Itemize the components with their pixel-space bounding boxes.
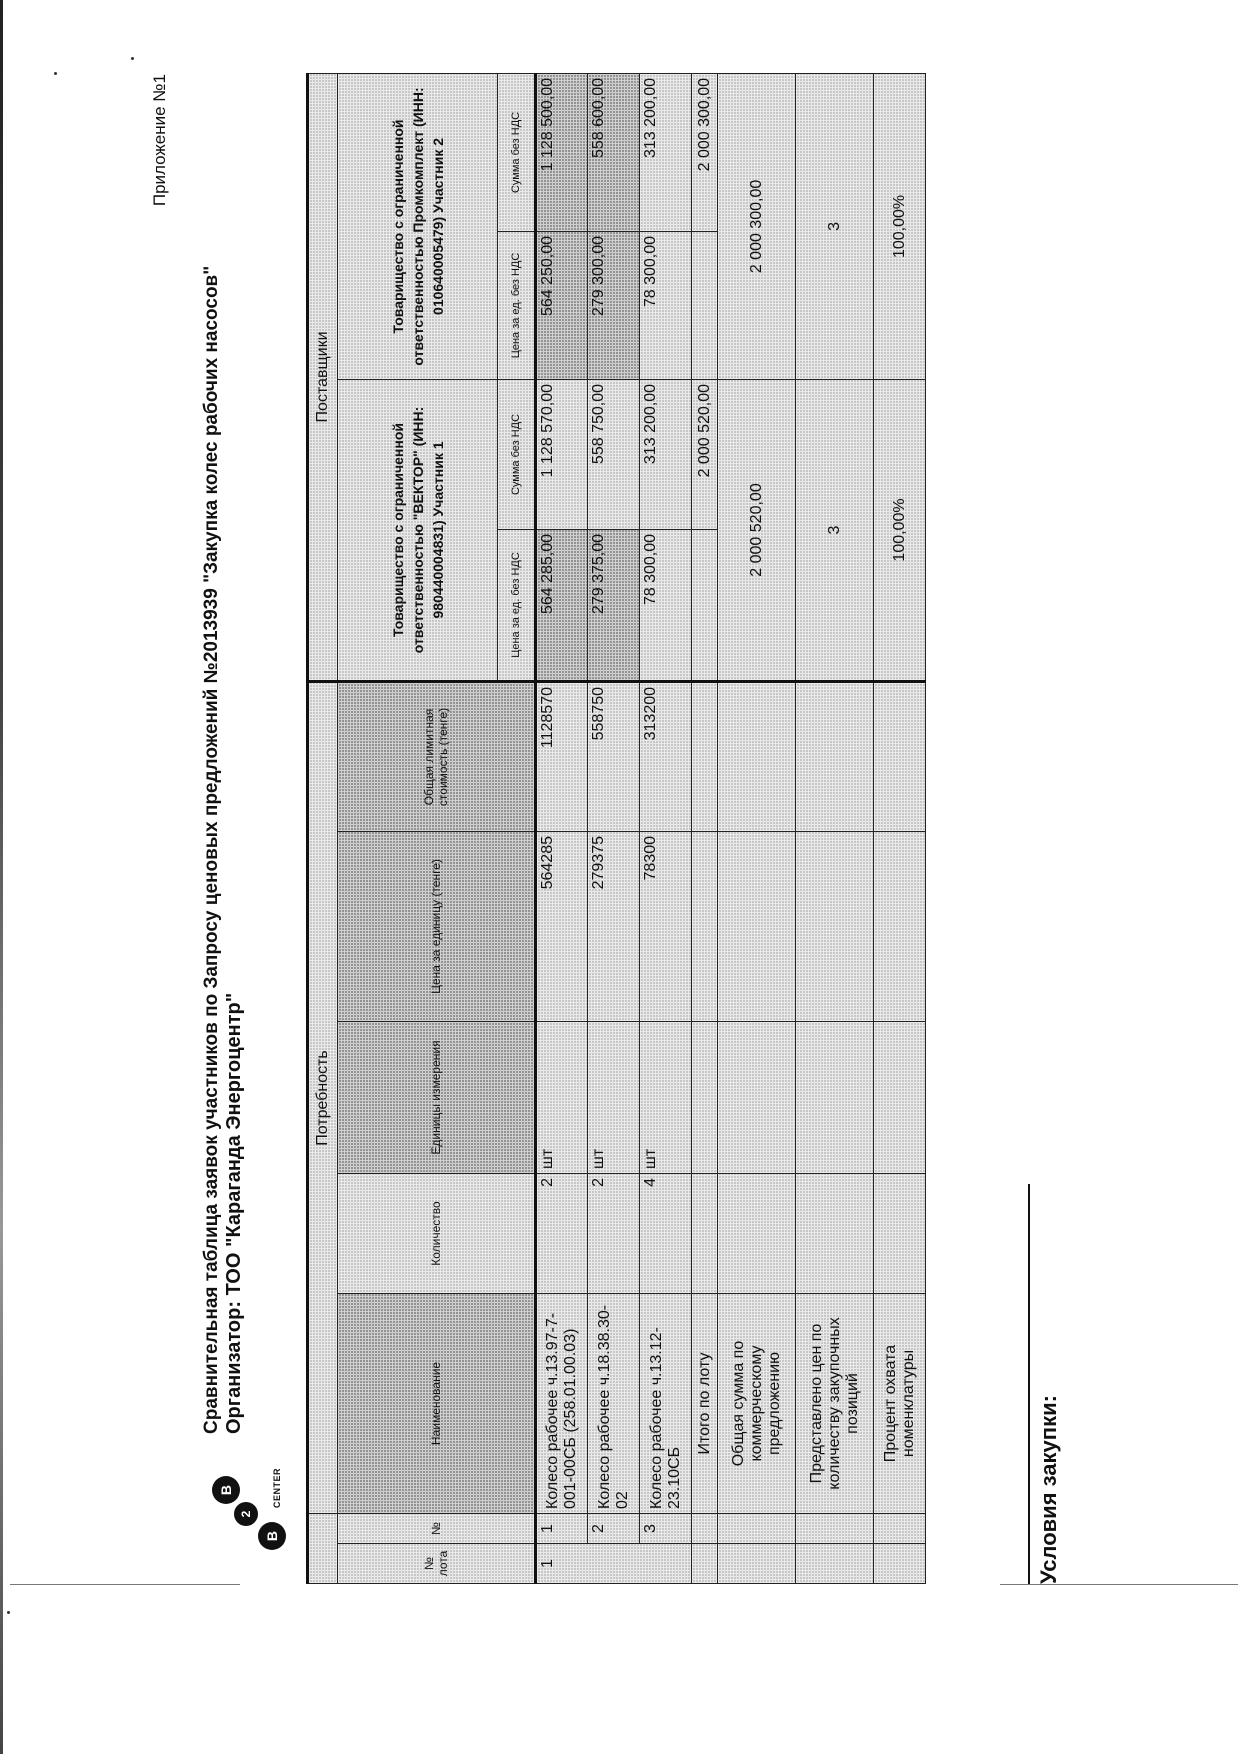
supplier-1-name: Товарищество с ограниченной ответственностью "ВЕКТОР" (ИНН: 980440004831) Участник 1 bbox=[338, 379, 498, 681]
coverage-supplier-2: 100,00% bbox=[874, 73, 926, 379]
item-unit: шт bbox=[588, 1022, 640, 1174]
group-suppliers-header: Поставщики bbox=[308, 73, 338, 681]
b2b-center-logo bbox=[212, 1464, 302, 1550]
supplier-1-sum: 1 128 570,00 bbox=[536, 379, 588, 529]
purchase-conditions-heading: Условия закупки: bbox=[1028, 1184, 1062, 1584]
table-row bbox=[536, 73, 588, 1583]
logo-b-circle: B bbox=[258, 1522, 286, 1550]
commercial-label: Общая сумма по коммерческому предложению bbox=[718, 1294, 796, 1514]
col-unit: Единицы измерения bbox=[338, 1022, 536, 1174]
supplier-2-unit-price: 279 300,00 bbox=[588, 231, 640, 379]
commercial-supplier-1: 2 000 520,00 bbox=[718, 379, 796, 681]
item-number: 1 bbox=[536, 1514, 588, 1544]
summary-row-lot-total bbox=[692, 73, 718, 1583]
item-unit-price: 78300 bbox=[640, 832, 692, 1022]
group-header-row bbox=[308, 73, 338, 1583]
summary-row-positions bbox=[796, 73, 874, 1583]
scan-dash bbox=[10, 1584, 240, 1585]
coverage-supplier-1: 100,00% bbox=[874, 379, 926, 681]
item-total: 558750 bbox=[588, 681, 640, 831]
supplier-2-sum: 1 128 500,00 bbox=[536, 73, 588, 231]
supplier-1-unit-price: 78 300,00 bbox=[640, 529, 692, 681]
lot-total-label: Итого по лоту bbox=[692, 1294, 718, 1514]
commercial-supplier-2: 2 000 300,00 bbox=[718, 73, 796, 379]
scan-speck bbox=[54, 72, 57, 75]
col-name: Наименование bbox=[338, 1294, 536, 1514]
item-number: 2 bbox=[588, 1514, 640, 1544]
item-name: Колесо рабочее ч.13.12-23.10СБ bbox=[640, 1294, 692, 1514]
document-title-block bbox=[200, 104, 246, 1434]
supplier-1-unit-price: 279 375,00 bbox=[588, 529, 640, 681]
supplier-1-price-header: Цена за ед. без НДС bbox=[498, 529, 536, 681]
item-number: 3 bbox=[640, 1514, 692, 1544]
lot-total-supplier-1: 2 000 520,00 bbox=[692, 379, 718, 529]
lot-total-supplier-2: 2 000 300,00 bbox=[692, 73, 718, 231]
item-total: 1128570 bbox=[536, 681, 588, 831]
table-row bbox=[588, 73, 640, 1583]
col-item-no: № bbox=[338, 1514, 536, 1544]
col-unit-price: Цена за единицу (тенге) bbox=[338, 832, 536, 1022]
logo-subtext: CENTER bbox=[272, 1467, 282, 1508]
item-quantity: 2 bbox=[588, 1174, 640, 1294]
scan-dash bbox=[1000, 1584, 1238, 1585]
scan-speck bbox=[131, 57, 134, 60]
positions-supplier-1: 3 bbox=[796, 379, 874, 681]
item-quantity: 4 bbox=[640, 1174, 692, 1294]
group-need-header: Потребность bbox=[308, 681, 338, 1513]
item-unit-price: 279375 bbox=[588, 832, 640, 1022]
supplier-2-name: Товарищество с ограниченной ответственностью Промкомплект (ИНН: 010640005479) Участник 2 bbox=[338, 73, 498, 379]
column-header-row bbox=[338, 73, 498, 1583]
item-name: Колесо рабочее ч.18.38.30-02 bbox=[588, 1294, 640, 1514]
positions-label: Представлено цен по количеству закупочных позиций bbox=[796, 1294, 874, 1514]
logo-b-circle: B bbox=[212, 1476, 240, 1504]
col-total-limit: Общая лимитная стоимость (тенге) bbox=[338, 681, 536, 831]
organizer-line: Организатор: ТОО "Караганда Энергоцентр" bbox=[223, 992, 245, 1434]
supplier-1-unit-price: 564 285,00 bbox=[536, 529, 588, 681]
document-title: Сравнительная таблица заявок участников по Запросу ценовых предложений №2013939 "Закупка колес рабочих насосов" bbox=[201, 265, 222, 1434]
supplier-2-unit-price: 78 300,00 bbox=[640, 231, 692, 379]
supplier-2-sum-header: Сумма без НДС bbox=[498, 73, 536, 231]
item-total: 313200 bbox=[640, 681, 692, 831]
supplier-1-sum: 313 200,00 bbox=[640, 379, 692, 529]
item-quantity: 2 bbox=[536, 1174, 588, 1294]
supplier-2-unit-price: 564 250,00 bbox=[536, 231, 588, 379]
supplier-1-sum: 558 750,00 bbox=[588, 379, 640, 529]
supplier-2-sum: 558 600,00 bbox=[588, 73, 640, 231]
appendix-label: Приложение №1 bbox=[150, 74, 169, 207]
table-row bbox=[640, 73, 692, 1583]
rotated-page-content bbox=[150, 74, 1136, 1584]
summary-row-commercial bbox=[718, 73, 796, 1583]
scan-edge-line bbox=[0, 0, 3, 1754]
item-unit: шт bbox=[640, 1022, 692, 1174]
summary-row-coverage bbox=[874, 73, 926, 1583]
supplier-2-sum: 313 200,00 bbox=[640, 73, 692, 231]
lot-number: 1 bbox=[536, 1544, 692, 1584]
col-lot-no: № лота bbox=[338, 1544, 536, 1584]
item-unit-price: 564285 bbox=[536, 832, 588, 1022]
logo-2-circle: 2 bbox=[234, 1502, 258, 1526]
col-quantity: Количество bbox=[338, 1174, 536, 1294]
supplier-1-sum-header: Сумма без НДС bbox=[498, 379, 536, 529]
item-unit: шт bbox=[536, 1022, 588, 1174]
item-name: Колесо рабочее ч.13.97-7-001-00СБ (258.01.00.03) bbox=[536, 1294, 588, 1514]
positions-supplier-2: 3 bbox=[796, 73, 874, 379]
coverage-label: Процент охвата номенклатуры bbox=[874, 1294, 926, 1514]
scan-speck bbox=[7, 1611, 10, 1614]
comparison-table bbox=[306, 73, 926, 1584]
supplier-2-price-header: Цена за ед. без НДС bbox=[498, 231, 536, 379]
